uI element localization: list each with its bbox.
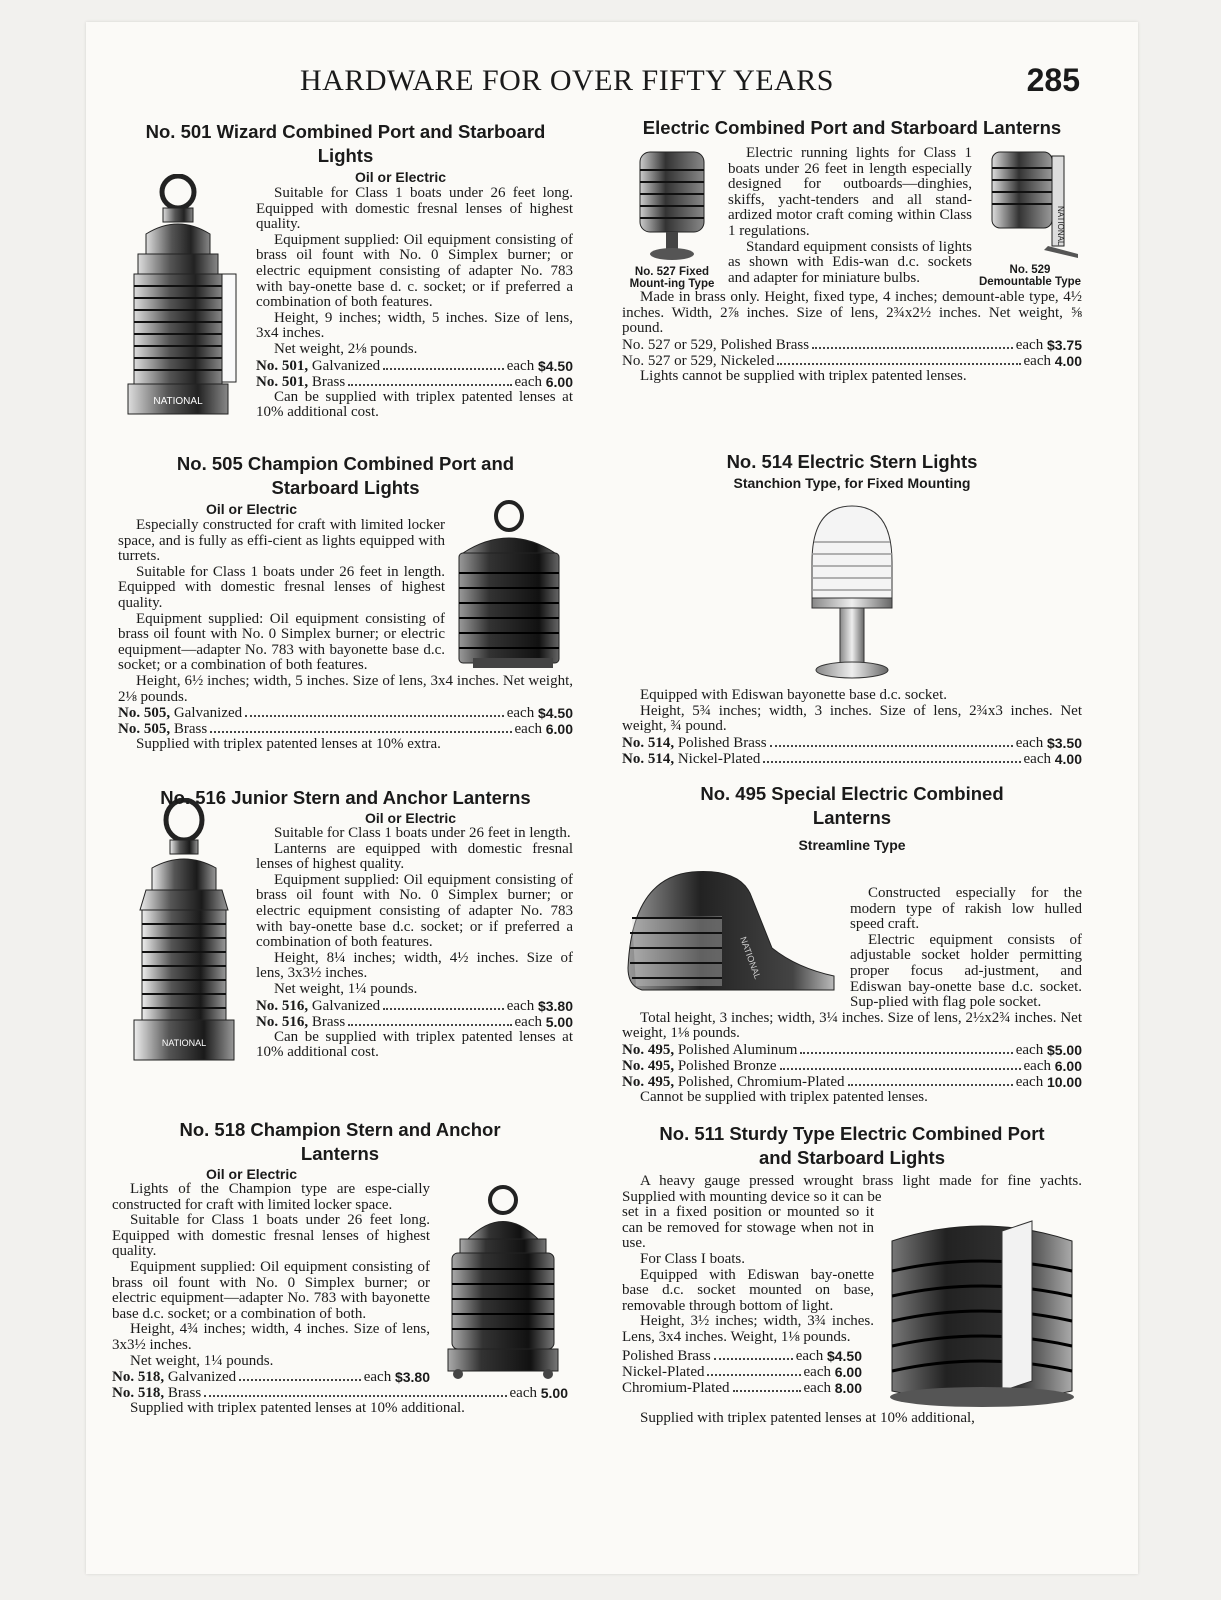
product-516-text-2: Lanterns are equipped with domestic fresnal lenses of highest quality. (256, 840, 573, 873)
price-row: No. 501, Brass each 6.00 (256, 373, 573, 390)
price-row: Polished Brass each $4.50 (622, 1347, 862, 1364)
lantern-518-image (438, 1184, 568, 1384)
caption-529: No. 529 Demountable Type (978, 264, 1082, 288)
product-501-heading: No. 501 Wizard Combined Port and Starboard Lights (145, 121, 546, 166)
product-505-heading: No. 505 Champion Combined Port and Starboard Lights (176, 453, 515, 498)
product-527-529-text-2: Standard equipment consists of lights as shown with Edis-wan d.c. sockets and adapter for miniature bulbs. (728, 238, 972, 286)
lantern-505-image (453, 498, 573, 673)
caption-527: No. 527 Fixed Mount-ing Type (629, 266, 715, 290)
product-518-heading: No. 518 Champion Stern and Anchor Lanterns (179, 1119, 501, 1164)
lantern-514-image (792, 502, 912, 682)
product-516-heading: No. 516 Junior Stern and Anchor Lanterns (160, 787, 531, 808)
product-516-subheading: Oil or Electric (364, 810, 457, 826)
lantern-516-label: NATIONAL (161, 1038, 207, 1048)
product-518-text-4: Height, 4¾ inches; width, 4 inches. Size of lens, 3x3½ inches. (112, 1321, 430, 1353)
product-516-text-5: Net weight, 1¼ pounds. (274, 980, 418, 997)
product-518-text-3: Equipment supplied: Oil equipment consisting of brass oil fount with No. 0 Simplex burner; or electric equipment—adapter No. 783 with bayonette base d.c. socket; or a combination of both. (112, 1258, 430, 1322)
product-501-text-2: Equipment supplied: Oil equipment consisting of brass oil fount with No. 0 Simplex burner; or electric equipment consisting of adapter No. 783 with bay-onette base d. c. socket; or if preferred a combination of both features. (256, 231, 573, 311)
product-518-text-1: Lights of the Champion type are espe-cially constructed for craft with limited locker space. (112, 1181, 430, 1213)
lantern-529-figure (978, 146, 1082, 290)
lantern-527-image (622, 146, 722, 266)
price-row: No. 516, Brass each 5.00 (256, 1013, 573, 1030)
product-516 (118, 786, 573, 1068)
product-511-text-3: For Class I boats. (640, 1250, 745, 1267)
product-501-subheading: Oil or Electric (354, 169, 447, 185)
product-527-529-heading: Electric Combined Port and Starboard Lanterns (642, 117, 1062, 138)
lantern-501-label: NATIONAL (153, 396, 203, 407)
lantern-495-label: NATIONAL (738, 935, 763, 981)
lantern-495-image (622, 858, 842, 1008)
price-row: Chromium-Plated each 8.00 (622, 1379, 862, 1396)
product-495-text-3: Total height, 3 inches; width, 3¼ inches. Size of lens, 2½x2¾ inches. Net weight, 1⅛ pounds. (622, 1009, 1082, 1042)
product-514-text-2: Height, 5¾ inches; width, 3 inches. Size of lens, 2¾x3 inches. Net weight, ¾ pound. (622, 702, 1082, 735)
page-number: 285 (1026, 62, 1080, 98)
product-516-text-4: Height, 8¼ inches; width, 4½ inches. Size of lens, 3x3½ inches. (256, 949, 573, 982)
price-row: No. 516, Galvanized each $3.80 (256, 997, 573, 1014)
product-527-529-text-3: Made in brass only. Height, fixed type, 4 inches; demount-able type, 4½ inches. Width, 2⅞ inches. Size of lens, 2¾x2½ inches. Net weight, ⅝ pound. (622, 289, 1082, 337)
product-527-529-text-4: Lights cannot be supplied with triplex patented lenses. (640, 367, 967, 384)
lantern-511-image (882, 1211, 1082, 1411)
page-title: HARDWARE FOR OVER FIFTY YEARS (300, 64, 834, 97)
product-511-text-5: Height, 3½ inches; width, 3¾ inches. Lens, 3x4 inches. Weight, 1⅛ pounds. (622, 1313, 874, 1345)
product-501 (118, 120, 573, 424)
product-511 (622, 1122, 1082, 1427)
product-495-text-2: Electric equipment consists of adjustable socket holder permitting proper focus ad-justment, and Ediswan bay-onette base d.c. socket. Sup-plied with flag pole socket. (850, 931, 1082, 1011)
product-518-text-5: Net weight, 1¼ pounds. (130, 1352, 274, 1369)
product-516-text-1: Suitable for Class 1 boats under 26 feet in length. (274, 825, 571, 841)
product-511-text-6: Supplied with triplex patented lenses at 10% additional, (640, 1410, 975, 1427)
price-row: Nickel-Plated each 6.00 (622, 1363, 862, 1380)
product-505-subheading: Oil or Electric (206, 501, 298, 517)
product-505-text-5: Supplied with triplex patented lenses at 10% extra. (136, 736, 441, 753)
lantern-529-image (978, 146, 1082, 264)
lantern-516-image (118, 798, 248, 1068)
product-501-text-1: Suitable for Class 1 boats under 26 feet long. Equipped with domestic fresnal lenses of highest quality. (256, 185, 573, 233)
product-505-text-4: Height, 6½ inches; width, 5 inches. Size of lens, 3x4 inches. Net weight, 2⅛ pounds. (118, 672, 573, 705)
lantern-529-label: NATIONAL (1056, 206, 1065, 246)
price-row: No. 514, Nickel-Plated each 4.00 (622, 750, 1082, 767)
product-527-529-text-1: Electric running lights for Class 1 boats under 26 feet in length especially designed for outboards—dinghies, skiffs, yacht-tenders and all stand-ardized motor craft coming within Class 1 regulations. (728, 145, 972, 239)
lantern-527-figure (622, 146, 722, 290)
product-501-text-5: Can be supplied with triplex patented lenses at 10% additional cost. (256, 388, 573, 421)
product-511-text-1: A heavy gauge pressed wrought brass light made for fine yachts. Supplied with mounting device so it can be (622, 1173, 1082, 1205)
price-row: No. 505, Brass each 6.00 (118, 721, 573, 738)
price-row: No. 505, Galvanized each $4.50 (118, 705, 573, 722)
product-495-subheading: Streamline Type (798, 837, 906, 853)
product-511-heading: No. 511 Sturdy Type Electric Combined Port and Starboard Lights (659, 1123, 1045, 1168)
lantern-501-image (118, 174, 248, 424)
product-516-text-3: Equipment supplied: Oil equipment consisting of brass oil fount with No. 0 Simplex burner; or electric equipment consisting of adapter No. 783 with bay-onette base d.c. socket; or if preferred a combination of both features. (256, 871, 573, 951)
product-505-text-3: Equipment supplied: Oil equipment consisting of brass oil fount with No. 0 Simplex burner; or electric equipment—adapter No. 783 with bayonette base d.c. socket; or a combination of both features. (118, 610, 445, 674)
product-501-text-3: Height, 9 inches; width, 5 inches. Size of lens, 3x4 inches. (256, 309, 573, 342)
product-516-text-6: Can be supplied with triplex patented lenses at 10% additional cost. (256, 1028, 573, 1061)
product-514-heading: No. 514 Electric Stern Lights (726, 451, 978, 472)
product-514 (622, 450, 1082, 767)
product-495-heading: No. 495 Special Electric Combined Lanterns (700, 783, 1004, 828)
product-505-text-2: Suitable for Class 1 boats under 26 feet in length. Equipped with domestic fresnal lenses of highest quality. (118, 563, 445, 611)
product-495-text-4: Cannot be supplied with triplex patented lenses. (640, 1088, 928, 1105)
product-511-text-4: Equipped with Ediswan bay-onette base d.c. socket mounted on base, removable through bottom of light. (622, 1266, 874, 1314)
price-row: No. 514, Polished Brass each $3.50 (622, 734, 1082, 751)
price-row: No. 495, Polished, Chromium-Plated each 10.00 (622, 1073, 1082, 1090)
product-495-text-1: Constructed especially for the modern type of rakish low hulled speed craft. (850, 885, 1082, 933)
product-518 (112, 1118, 568, 1417)
product-518-text-2: Suitable for Class 1 boats under 26 feet long. Equipped with domestic fresnal lenses of highest quality. (112, 1212, 430, 1260)
product-514-text-1: Equipped with Ediswan bayonette base d.c. socket. (640, 687, 948, 703)
product-505 (118, 452, 573, 753)
price-row: No. 495, Polished Bronze each 6.00 (622, 1057, 1082, 1074)
price-row: No. 518, Brass each 5.00 (112, 1385, 568, 1402)
product-495 (622, 782, 1082, 1106)
product-527-529 (622, 116, 1082, 384)
product-511-text-2: set in a fixed position or mounted so it can be removed for stowage when not in use. (622, 1204, 874, 1252)
product-505-text-1: Especially constructed for craft with limited locker space, and is fully as effi-cient as lights equipped with turrets. (118, 517, 445, 565)
price-row: No. 527 or 529, Polished Brass each $3.75 (622, 336, 1082, 353)
page-header (300, 64, 1080, 104)
price-row: No. 527 or 529, Nickeled each 4.00 (622, 352, 1082, 369)
price-row: No. 501, Galvanized each $4.50 (256, 357, 573, 374)
price-row: No. 518, Galvanized each $3.80 (112, 1369, 430, 1386)
price-row: No. 495, Polished Aluminum each $5.00 (622, 1041, 1082, 1058)
product-514-subheading: Stanchion Type, for Fixed Mounting (733, 475, 971, 491)
product-518-text-6: Supplied with triplex patented lenses at 10% additional. (130, 1400, 465, 1417)
product-501-text-4: Net weight, 2⅛ pounds. (274, 340, 418, 357)
product-518-subheading: Oil or Electric (206, 1166, 298, 1182)
